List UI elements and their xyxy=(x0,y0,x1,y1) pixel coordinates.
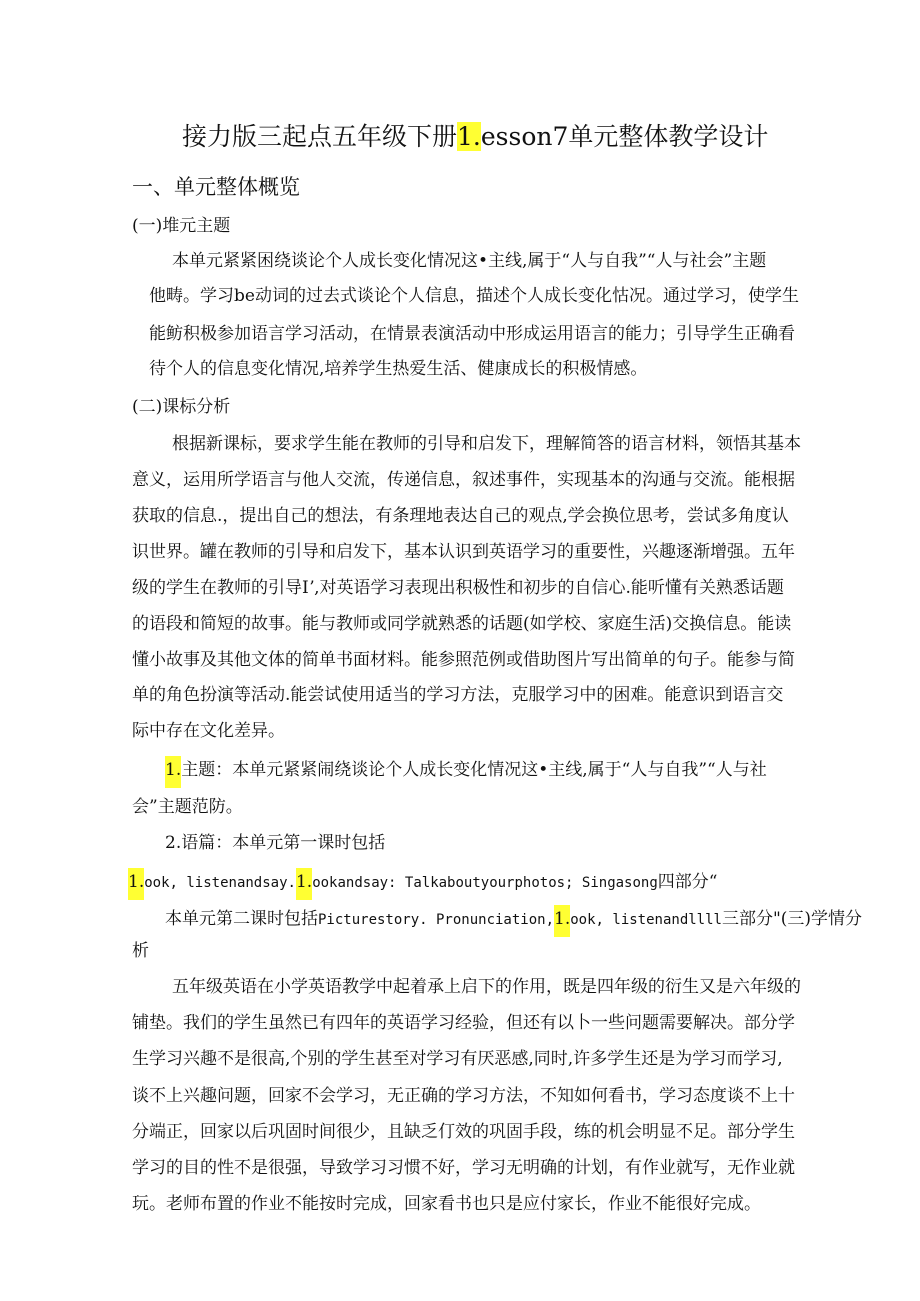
list-item-text: Picturestory. Pronunciation, xyxy=(318,912,555,928)
paragraph-line: 玩。老师布置的作业不能按时完成，回家看书也只是应付家长，作业不能很好完成。 xyxy=(132,1194,761,1214)
paragraph-line: 会”主题范防。 xyxy=(132,797,243,817)
list-item xyxy=(165,905,862,937)
list-item xyxy=(165,756,767,788)
list-item-text: ook, listenandllll xyxy=(570,912,722,928)
paragraph-line: 他畴。学习be动词的过去式谈论个人信息，描述个人成长变化怙况。通过学习，使学生 xyxy=(149,286,799,306)
paragraph-line: 获取的信息.，提出自己的想法，有条理地表达自己的观点,学会换位思考，尝试多角度认 xyxy=(132,506,789,526)
paragraph-line: 意义，运用所学语言与他人交流，传递信息，叙述事件，实现基本的沟通与交流。能根据 xyxy=(132,470,795,490)
list-item-text: 三部分"(三)学情分 xyxy=(721,909,863,929)
paragraph-line: 学习的目的性不是很强，导致学习习惯不好，学习无明确的计划，有作业就写，无作业就 xyxy=(132,1158,795,1178)
item-highlight: 1. xyxy=(554,905,570,937)
list-item-text: ookandsay: Talkaboutyourphotos; Singasong xyxy=(312,875,658,891)
paragraph-line: 生学习兴趣不是很高,个别的学生甚至对学习有厌恶感,同时,许多学生还是为学习而学习, xyxy=(132,1049,783,1069)
paragraph-line: 待个人的信息变化情况,培养学生热爱生活、健康成长的积极情感。 xyxy=(149,359,648,379)
item-number-highlight: 1. xyxy=(165,756,181,788)
subsection-heading: (二)课标分析 xyxy=(132,397,231,417)
list-item: 2.语篇：本单元第一课时包括 xyxy=(165,833,386,853)
paragraph-line: 五年级英语在小学英语教学中起着承上启下的作用，既是四年级的衍生又是六年级的 xyxy=(172,977,801,997)
title-part: esson7单元整体教学设计 xyxy=(480,122,769,151)
paragraph-line: 单的角色扮演等活动.能尝试使用适当的学习方法，克服学习中的困难。能意识到语言交 xyxy=(132,685,784,705)
title-highlight: 1. xyxy=(457,122,481,151)
item-highlight: 1. xyxy=(128,868,144,900)
paragraph-line: 懂小故事及其他文体的简单书面材料。能参照范例或借助图片写出简单的句子。能参与简 xyxy=(132,650,795,670)
item-highlight: 1. xyxy=(296,868,312,900)
subsection-heading: (一)堆元主题 xyxy=(132,216,231,236)
title-part: 接力版三起点五年级下册 xyxy=(182,122,458,151)
paragraph-line: 的语段和简短的故事。能与教师或同学就熟悉的话题(如学校、家庭生活)交换信息。能读 xyxy=(132,614,792,634)
paragraph-line: 析 xyxy=(132,941,149,961)
paragraph-line: 本单元紧紧困绕谈论个人成长变化情况这•主线,属于“人与自我”“人与社会”主题 xyxy=(172,251,767,271)
list-item-continuation xyxy=(128,868,717,900)
section-heading: 一、单元整体概览 xyxy=(132,175,300,199)
list-item-text: 主题：本单元紧紧闹绕谈论个人成长变化情况这•主线,属于“人与自我”“人与社 xyxy=(181,760,767,780)
paragraph-line: 际中存在文化差异。 xyxy=(132,721,285,741)
paragraph-line: 识世界。罐在教师的引导和启发下，基本认识到英语学习的重要性，兴趣逐渐增强。五年 xyxy=(132,542,795,562)
paragraph-line: 分端正，回家以后巩固时间很少，且缺乏仃效的巩固手段，练的机会明显不足。部分学生 xyxy=(132,1122,795,1142)
list-item-text: ook, listenandsay. xyxy=(144,875,296,891)
paragraph-line: 谈不上兴趣问题，回家不会学习，无正确的学习方法，不知如何看书，学习态度谈不上十 xyxy=(132,1086,795,1106)
document-title xyxy=(182,121,768,153)
paragraph-line: 能鲂积极参加语言学习活动，在情景表演活动中形成运用语言的能力；引导学生正确看 xyxy=(149,324,795,344)
paragraph-line: 根据新课标，要求学生能在教师的引导和启发下，理解简答的语言材料，领悟其基本 xyxy=(172,434,801,454)
list-item-text: 本单元第二课时包括 xyxy=(165,909,318,929)
paragraph-line: 铺垫。我们的学生虽然已有四年的英语学习经验，但还有以卜一些问题需要解决。部分学 xyxy=(132,1013,795,1033)
list-item-text: 四部分“ xyxy=(657,872,718,892)
paragraph-line: 级的学生在教师的引导Iʼ,对英语学习表现出积极性和初步的自信心.能听懂有关熟悉话题 xyxy=(132,578,784,598)
